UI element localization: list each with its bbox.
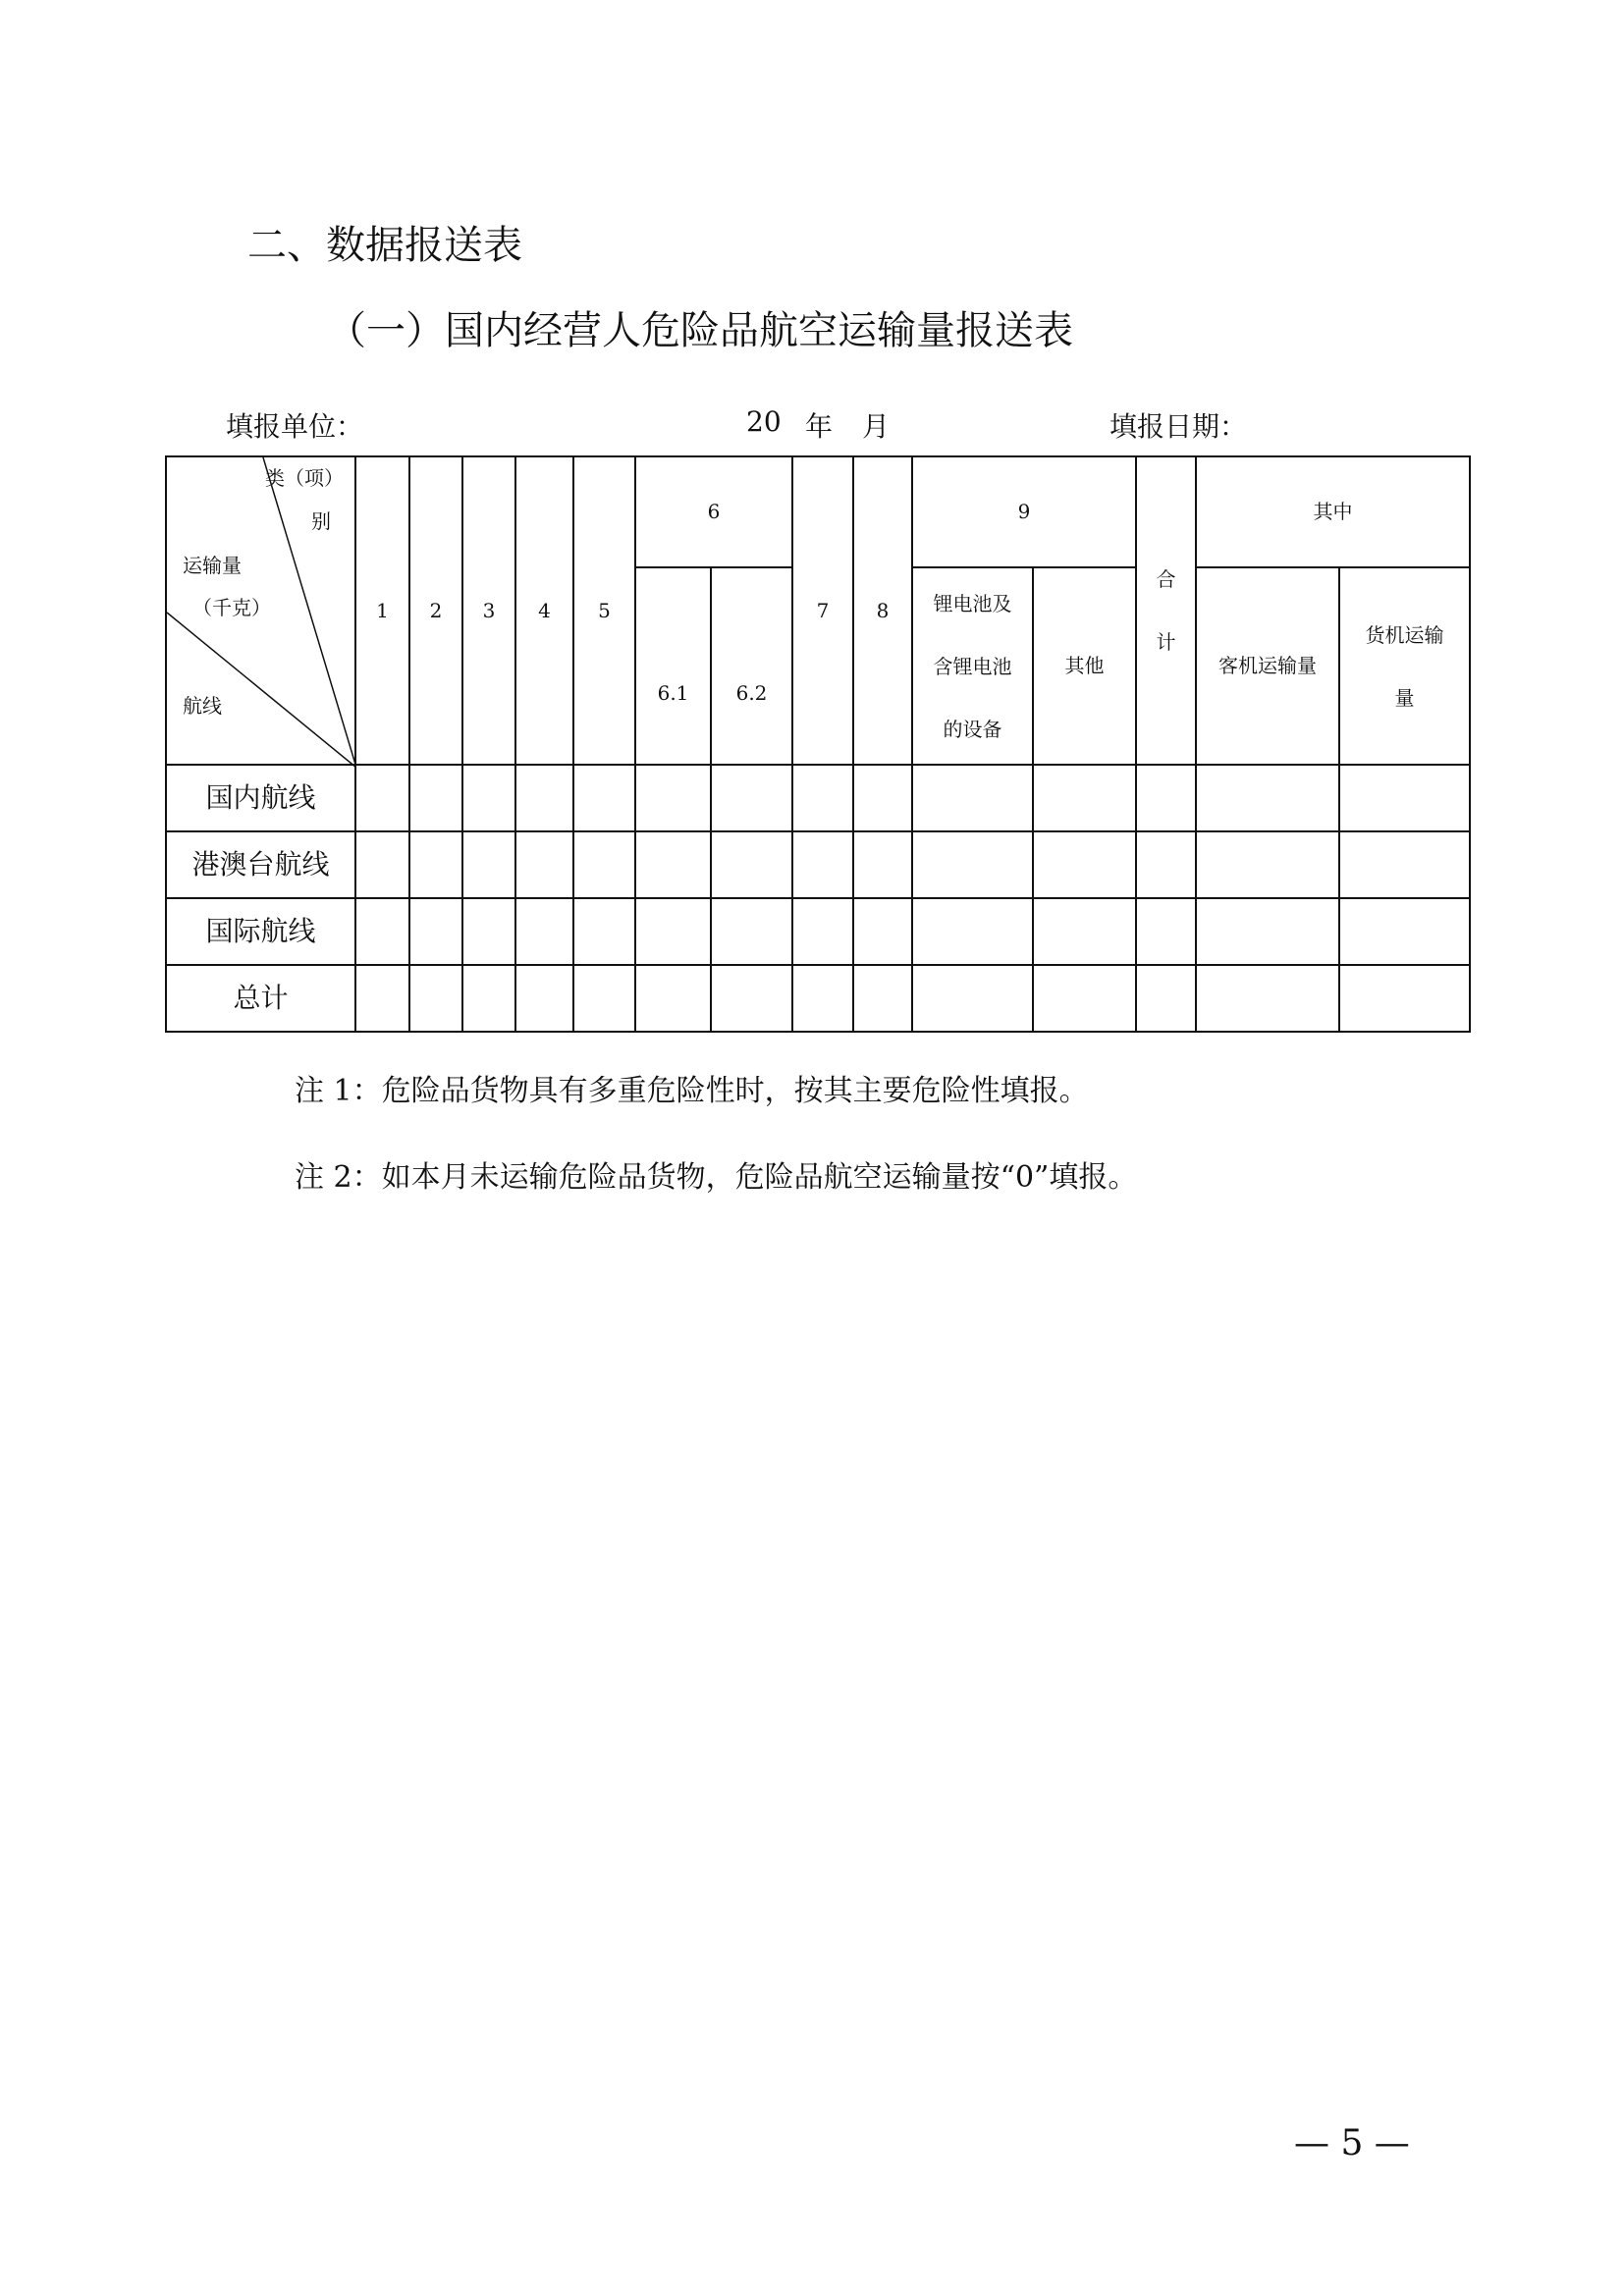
input-cell[interactable]	[1033, 831, 1136, 898]
input-cell[interactable]	[573, 965, 635, 1032]
input-cell[interactable]	[912, 831, 1033, 898]
input-cell[interactable]	[792, 831, 853, 898]
input-cell[interactable]	[912, 965, 1033, 1032]
row-label-international: 国际航线	[166, 898, 355, 965]
input-cell[interactable]	[409, 831, 462, 898]
col-header-4: 4	[515, 456, 573, 765]
page-number: — 5 —	[1294, 2123, 1410, 2163]
input-cell[interactable]	[792, 898, 853, 965]
col-header-lithium	[912, 567, 1033, 765]
corner-route-label: 航线	[183, 694, 222, 718]
transport-volume-table	[165, 455, 1471, 1033]
col-header-6: 6	[635, 456, 792, 567]
unit-label: 填报单位：	[226, 410, 364, 443]
input-cell[interactable]	[1196, 831, 1339, 898]
input-cell[interactable]	[853, 965, 912, 1032]
input-cell[interactable]	[792, 965, 853, 1032]
input-cell[interactable]	[573, 831, 635, 898]
input-cell[interactable]	[1033, 965, 1136, 1032]
total-label-2: 计	[1156, 630, 1176, 654]
col-header-passenger: 客机运输量	[1196, 567, 1339, 765]
input-cell[interactable]	[1339, 765, 1470, 831]
col-header-other: 其他	[1033, 567, 1136, 765]
corner-volume-label: 运输量	[183, 554, 242, 577]
section-title: 二、数据报送表	[247, 223, 522, 268]
input-cell[interactable]	[355, 765, 409, 831]
col-header-9: 9	[912, 456, 1136, 567]
lithium-label-2: 含锂电池	[933, 654, 1012, 678]
input-cell[interactable]	[1196, 965, 1339, 1032]
input-cell[interactable]	[635, 831, 711, 898]
row-label-total: 总计	[166, 965, 355, 1032]
input-cell[interactable]	[573, 898, 635, 965]
input-cell[interactable]	[1136, 831, 1196, 898]
year-prefix: 20	[746, 405, 782, 438]
table-row	[166, 765, 1470, 831]
col-header-6-1: 6.1	[635, 567, 711, 765]
input-cell[interactable]	[462, 965, 515, 1032]
lithium-label-3: 的设备	[943, 717, 1002, 741]
corner-category-label: 类（项）	[265, 466, 344, 490]
input-cell[interactable]	[462, 765, 515, 831]
note-1: 注 1：危险品货物具有多重危险性时，按其主要危险性填报。	[295, 1074, 1089, 1108]
input-cell[interactable]	[515, 831, 573, 898]
cargo-label-2: 量	[1394, 685, 1415, 710]
subsection-title: （一）国内经营人危险品航空运输量报送表	[327, 308, 1073, 353]
input-cell[interactable]	[853, 898, 912, 965]
input-cell[interactable]	[711, 898, 792, 965]
input-cell[interactable]	[1339, 965, 1470, 1032]
input-cell[interactable]	[355, 898, 409, 965]
input-cell[interactable]	[573, 765, 635, 831]
input-cell[interactable]	[635, 965, 711, 1032]
input-cell[interactable]	[1339, 898, 1470, 965]
input-cell[interactable]	[711, 965, 792, 1032]
input-cell[interactable]	[462, 898, 515, 965]
input-cell[interactable]	[853, 831, 912, 898]
input-cell[interactable]	[515, 965, 573, 1032]
input-cell[interactable]	[355, 831, 409, 898]
input-cell[interactable]	[355, 965, 409, 1032]
total-label-1: 合	[1156, 567, 1176, 591]
col-header-1: 1	[355, 456, 409, 765]
col-header-5: 5	[573, 456, 635, 765]
input-cell[interactable]	[409, 898, 462, 965]
input-cell[interactable]	[853, 765, 912, 831]
input-cell[interactable]	[515, 898, 573, 965]
col-header-2: 2	[409, 456, 462, 765]
input-cell[interactable]	[912, 765, 1033, 831]
input-cell[interactable]	[711, 831, 792, 898]
col-header-total	[1136, 456, 1196, 765]
corner-category-tail: 别	[311, 509, 331, 533]
table-row	[166, 898, 1470, 965]
input-cell[interactable]	[515, 765, 573, 831]
cargo-label-1: 货机运输	[1365, 622, 1444, 647]
input-cell[interactable]	[635, 765, 711, 831]
year-label: 年	[805, 410, 834, 443]
input-cell[interactable]	[1136, 898, 1196, 965]
note-2: 注 2：如本月未运输危险品货物，危险品航空运输量按“0”填报。	[295, 1160, 1138, 1195]
input-cell[interactable]	[1136, 765, 1196, 831]
input-cell[interactable]	[409, 765, 462, 831]
col-header-7: 7	[792, 456, 853, 765]
input-cell[interactable]	[1339, 831, 1470, 898]
date-label: 填报日期：	[1109, 410, 1248, 443]
table-row	[166, 965, 1470, 1032]
input-cell[interactable]	[1196, 765, 1339, 831]
col-header-6-2: 6.2	[711, 567, 792, 765]
input-cell[interactable]	[912, 898, 1033, 965]
corner-header-cell	[166, 456, 355, 765]
col-header-among: 其中	[1196, 456, 1470, 567]
input-cell[interactable]	[1033, 765, 1136, 831]
input-cell[interactable]	[409, 965, 462, 1032]
corner-unit-label: （千克）	[192, 596, 271, 619]
col-header-cargo	[1339, 567, 1470, 765]
input-cell[interactable]	[792, 765, 853, 831]
input-cell[interactable]	[1033, 898, 1136, 965]
col-header-3: 3	[462, 456, 515, 765]
lithium-label-1: 锂电池及	[933, 591, 1012, 615]
input-cell[interactable]	[1136, 965, 1196, 1032]
input-cell[interactable]	[1196, 898, 1339, 965]
col-header-8: 8	[853, 456, 912, 765]
row-label-domestic: 国内航线	[166, 765, 355, 831]
input-cell[interactable]	[462, 831, 515, 898]
input-cell[interactable]	[635, 898, 711, 965]
row-label-hk-macao-taiwan: 港澳台航线	[166, 831, 355, 898]
input-cell[interactable]	[711, 765, 792, 831]
month-label: 月	[862, 410, 891, 443]
table-row	[166, 831, 1470, 898]
